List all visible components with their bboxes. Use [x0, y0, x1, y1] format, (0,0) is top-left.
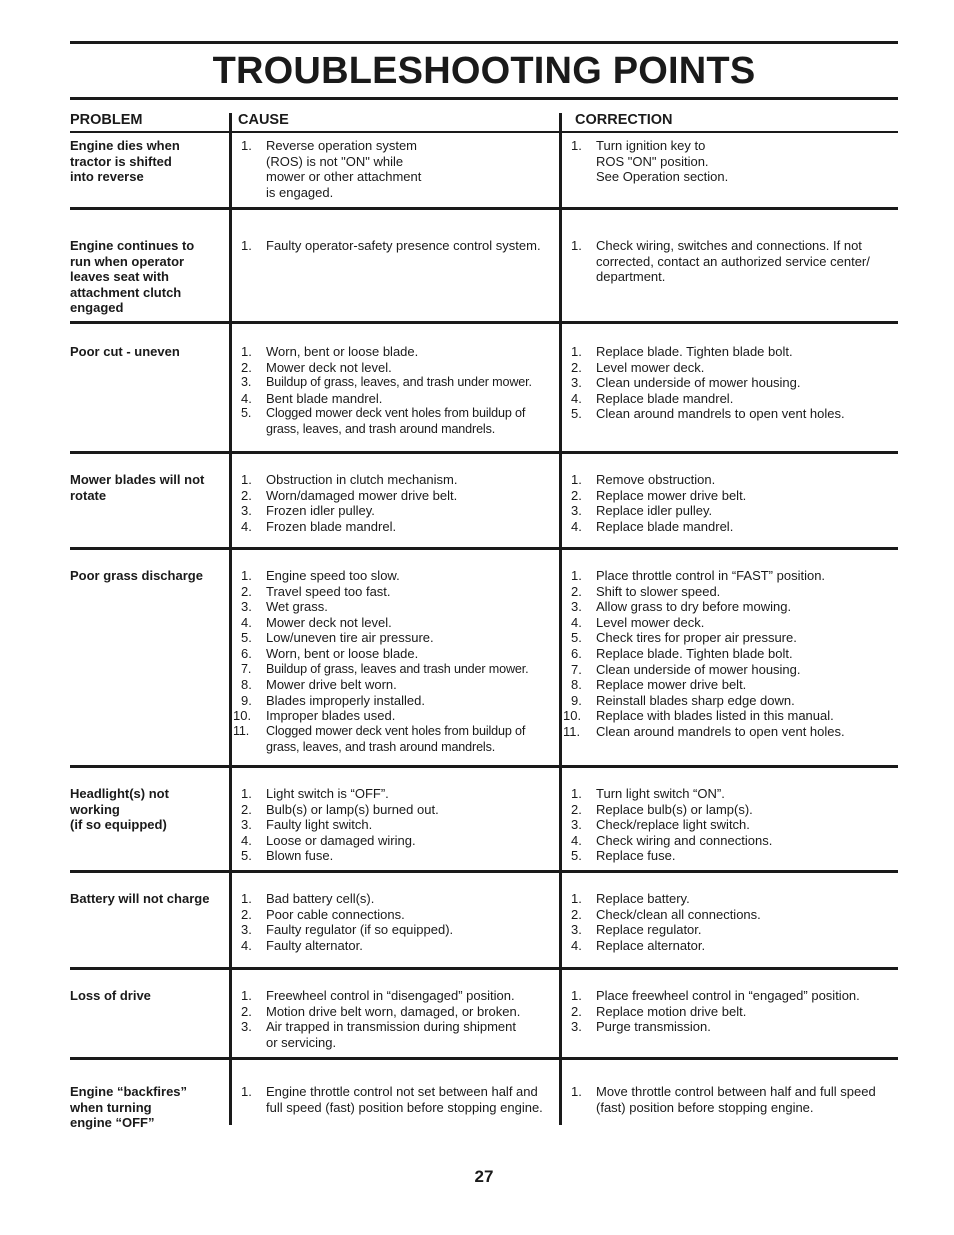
cause-item: [233, 503, 561, 519]
item-text: Replace idler pulley.: [596, 503, 713, 519]
item-number: 1.: [241, 1084, 252, 1099]
cause-item: [233, 360, 561, 376]
cause-item: [233, 344, 561, 360]
item-text: Reverse operation system (ROS) is not "ON" while mower or other attachment is engaged.: [266, 138, 422, 200]
item-text: Faulty operator-safety presence control system.: [266, 238, 541, 253]
cause-item: [233, 1019, 561, 1050]
item-number: 3.: [241, 375, 252, 390]
item-number: 2.: [571, 359, 582, 375]
item-text: Replace blade. Tighten blade bolt.: [596, 344, 793, 359]
correction-item: [563, 848, 898, 864]
cause-item: [233, 907, 561, 923]
cause-list: [233, 786, 561, 864]
item-text: Turn ignition key to ROS "ON" position. See Operation section.: [596, 138, 729, 185]
item-number: 2.: [571, 583, 582, 599]
item-number: 3.: [571, 1019, 582, 1035]
item-text: Replace bulb(s) or lamp(s).: [596, 801, 753, 817]
cause-item: [233, 488, 561, 504]
correction-item: [563, 802, 898, 818]
correction-item: [563, 708, 898, 724]
correction-list: [563, 1084, 898, 1115]
item-text: Clogged mower deck vent holes from buildup of grass, leaves, and trash around mandrels.: [266, 406, 526, 436]
item-number: 2.: [571, 487, 582, 503]
item-number: 5.: [241, 848, 252, 864]
correction-item: [563, 503, 898, 519]
item-text: Low/uneven tire air pressure.: [266, 630, 434, 646]
item-text: Replace with blades listed in this manual.: [596, 708, 834, 724]
item-number: 1.: [571, 891, 582, 906]
item-text: Clean around mandrels to open vent holes.: [596, 406, 845, 422]
item-number: 2.: [241, 801, 252, 817]
correction-item: [563, 646, 898, 662]
item-number: 1.: [571, 1084, 582, 1099]
item-number: 4.: [241, 937, 252, 953]
item-number: 2.: [241, 583, 252, 599]
correction-list: [563, 344, 898, 422]
item-text: Clean underside of mower housing.: [596, 661, 801, 677]
cause-item: [233, 802, 561, 818]
item-text: Worn, bent or loose blade.: [266, 645, 419, 661]
table-row: [70, 454, 898, 550]
cause-item: [233, 724, 561, 755]
item-text: Bad battery cell(s).: [266, 891, 375, 906]
item-number: 2.: [241, 906, 252, 922]
cause-list: [233, 891, 561, 953]
item-number: 2.: [571, 801, 582, 817]
item-number: 3.: [241, 503, 252, 519]
cause-item: [233, 938, 561, 954]
correction-list: [563, 138, 898, 185]
correction-item: [563, 488, 898, 504]
problem-text: Headlight(s) not working (if so equipped): [70, 786, 169, 833]
cause-list: [233, 344, 561, 438]
item-text: Reinstall blades sharp edge down.: [596, 692, 795, 708]
item-text: Motion drive belt worn, damaged, or broken.: [266, 1003, 521, 1019]
item-text: Loose or damaged wiring.: [266, 832, 416, 848]
cause-list: [233, 138, 561, 200]
item-number: 4.: [241, 614, 252, 630]
cause-item: [233, 891, 561, 907]
item-number: 1.: [241, 988, 252, 1003]
item-text: Level mower deck.: [596, 614, 705, 630]
item-text: Remove obstruction.: [596, 472, 716, 487]
correction-item: [563, 1004, 898, 1020]
correction-item: [563, 833, 898, 849]
problem-text: Engine “backfires” when turning engine “OFF”: [70, 1084, 188, 1131]
troubleshooting-table: [70, 133, 898, 1140]
item-text: Check wiring and connections.: [596, 832, 773, 848]
item-number: 7.: [241, 661, 252, 676]
correction-item: [563, 584, 898, 600]
cause-item: [233, 472, 561, 488]
problem-text: Engine dies when tractor is shifted into reverse: [70, 138, 180, 185]
cause-item: [233, 833, 561, 849]
correction-item: [563, 238, 898, 285]
header-problem: PROBLEM: [70, 112, 143, 128]
table-header: [70, 111, 898, 133]
correction-item: [563, 662, 898, 678]
item-number: 4.: [571, 614, 582, 630]
item-text: Light switch is “OFF”.: [266, 786, 389, 801]
correction-item: [563, 615, 898, 631]
item-number: 2.: [571, 906, 582, 922]
problem-text: Poor cut - uneven: [70, 344, 180, 359]
item-number: 4.: [571, 937, 582, 953]
item-number: 6.: [571, 645, 582, 661]
correction-list: [563, 988, 898, 1035]
item-number: 9.: [571, 692, 582, 708]
cause-item: [233, 568, 561, 584]
item-text: Faulty regulator (if so equipped).: [266, 922, 454, 938]
item-number: 5.: [571, 630, 582, 646]
header-cause: CAUSE: [238, 112, 289, 128]
item-number: 3.: [241, 817, 252, 833]
item-text: Mower deck not level.: [266, 614, 392, 630]
cause-item: [233, 848, 561, 864]
problem-text: Engine continues to run when operator leaves seat with attachment clutch engaged: [70, 238, 195, 316]
table-row: [70, 970, 898, 1060]
cause-item: [233, 693, 561, 709]
item-number: 8.: [241, 677, 252, 693]
item-number: 1.: [241, 568, 252, 583]
item-text: Check wiring, switches and connections. If not corrected, contact an authorized service center/ department.: [596, 238, 870, 285]
item-number: 2.: [241, 359, 252, 375]
item-number: 1.: [241, 238, 252, 253]
item-text: Replace motion drive belt.: [596, 1003, 747, 1019]
cause-list: [233, 988, 561, 1050]
cause-item: [233, 375, 561, 391]
item-number: 4.: [571, 518, 582, 534]
item-text: Obstruction in clutch mechanism.: [266, 472, 458, 487]
table-row: [70, 873, 898, 970]
item-text: Faulty alternator.: [266, 937, 363, 953]
item-text: Replace blade. Tighten blade bolt.: [596, 645, 793, 661]
cause-list: [233, 568, 561, 755]
correction-item: [563, 677, 898, 693]
item-number: 1.: [571, 988, 582, 1003]
correction-item: [563, 519, 898, 535]
item-number: 4.: [241, 390, 252, 406]
page-title: TROUBLESHOOTING POINTS: [212, 50, 756, 92]
item-text: Move throttle control between half and full speed (fast) position before stopping engine.: [596, 1084, 876, 1115]
item-text: Clogged mower deck vent holes from buildup of grass, leaves, and trash around mandrels.: [266, 723, 526, 754]
item-text: Faulty light switch.: [266, 817, 373, 833]
item-text: Travel speed too fast.: [266, 583, 391, 599]
item-text: Turn light switch “ON”.: [596, 786, 725, 801]
cause-item: [233, 708, 561, 724]
item-text: Mower drive belt worn.: [266, 677, 397, 693]
item-number: 2.: [571, 1003, 582, 1019]
correction-item: [563, 344, 898, 360]
correction-item: [563, 1019, 898, 1035]
cause-item: [233, 519, 561, 535]
item-number: 1.: [241, 344, 252, 359]
title-rule: [70, 97, 898, 100]
item-number: 3.: [241, 599, 252, 615]
item-number: 3.: [571, 817, 582, 833]
cause-list: [233, 1084, 561, 1115]
cause-item: [233, 406, 561, 437]
item-text: Clean underside of mower housing.: [596, 375, 801, 391]
item-number: 3.: [241, 1019, 252, 1035]
cause-item: [233, 988, 561, 1004]
item-text: Air trapped in transmission during shipment or servicing.: [266, 1019, 517, 1050]
item-number: 9.: [241, 692, 252, 708]
correction-item: [563, 375, 898, 391]
correction-item: [563, 138, 898, 185]
correction-item: [563, 630, 898, 646]
item-text: Place throttle control in “FAST” position.: [596, 568, 826, 583]
item-number: 3.: [571, 375, 582, 391]
column-divider: [559, 113, 562, 1125]
cause-item: [233, 584, 561, 600]
cause-item: [233, 615, 561, 631]
correction-list: [563, 786, 898, 864]
correction-item: [563, 472, 898, 488]
item-text: Frozen blade mandrel.: [266, 518, 397, 534]
item-number: 2.: [241, 1003, 252, 1019]
item-text: Blades improperly installed.: [266, 692, 425, 708]
item-text: Check/clean all connections.: [596, 906, 761, 922]
correction-item: [563, 391, 898, 407]
item-number: 10.: [563, 708, 582, 724]
item-number: 1.: [241, 891, 252, 906]
item-text: Replace fuse.: [596, 848, 676, 864]
item-text: Mower deck not level.: [266, 359, 392, 375]
cause-item: [233, 1084, 561, 1115]
item-number: 4.: [241, 518, 252, 534]
item-number: 5.: [241, 406, 252, 421]
item-text: Buildup of grass, leaves, and trash under mower.: [266, 375, 532, 390]
correction-item: [563, 938, 898, 954]
item-text: Replace regulator.: [596, 922, 702, 938]
table-row: [70, 324, 898, 454]
item-number: 5.: [571, 848, 582, 864]
cause-list: [233, 238, 561, 254]
item-text: Frozen idler pulley.: [266, 503, 375, 519]
item-text: Replace blade mandrel.: [596, 390, 734, 406]
item-number: 6.: [241, 645, 252, 661]
item-number: 1.: [571, 238, 582, 253]
item-text: Freewheel control in “disengaged” position.: [266, 988, 515, 1003]
table-row: [70, 768, 898, 873]
page-number: 27: [474, 1167, 494, 1186]
correction-item: [563, 599, 898, 615]
item-number: 3.: [571, 503, 582, 519]
cause-item: [233, 646, 561, 662]
item-number: 3.: [241, 922, 252, 938]
column-divider: [229, 113, 232, 1125]
cause-item: [233, 922, 561, 938]
item-number: 11.: [563, 723, 581, 739]
table-row: [70, 133, 898, 210]
cause-item: [233, 630, 561, 646]
item-number: 1.: [241, 472, 252, 487]
correction-item: [563, 891, 898, 907]
item-text: Worn/damaged mower drive belt.: [266, 487, 458, 503]
correction-item: [563, 360, 898, 376]
item-text: Check/replace light switch.: [596, 817, 750, 833]
cause-item: [233, 1004, 561, 1020]
correction-list: [563, 568, 898, 740]
item-text: Replace mower drive belt.: [596, 677, 747, 693]
top-rule: [70, 41, 898, 44]
cause-item: [233, 677, 561, 693]
item-text: Engine throttle control not set between half and full speed (fast) position before stopping engine.: [266, 1084, 543, 1115]
correction-item: [563, 693, 898, 709]
item-text: Buildup of grass, leaves and trash under mower.: [266, 661, 529, 676]
correction-item: [563, 568, 898, 584]
item-text: Bent blade mandrel.: [266, 390, 383, 406]
cause-item: [233, 599, 561, 615]
item-text: Level mower deck.: [596, 359, 705, 375]
item-text: Worn, bent or loose blade.: [266, 344, 419, 359]
correction-item: [563, 988, 898, 1004]
item-text: Clean around mandrels to open vent holes.: [596, 723, 845, 739]
item-text: Shift to slower speed.: [596, 583, 721, 599]
table-row: [70, 210, 898, 324]
item-number: 1.: [571, 472, 582, 487]
problem-text: Mower blades will not rotate: [70, 472, 205, 503]
item-number: 5.: [571, 406, 582, 422]
item-number: 8.: [571, 677, 582, 693]
correction-list: [563, 238, 898, 285]
item-text: Bulb(s) or lamp(s) burned out.: [266, 801, 439, 817]
item-text: Replace blade mandrel.: [596, 518, 734, 534]
correction-item: [563, 1084, 898, 1115]
item-number: 1.: [241, 786, 252, 801]
item-number: 10.: [233, 708, 252, 724]
item-text: Wet grass.: [266, 599, 328, 615]
problem-text: Loss of drive: [70, 988, 151, 1003]
correction-item: [563, 724, 898, 740]
correction-item: [563, 817, 898, 833]
item-number: 3.: [571, 922, 582, 938]
correction-item: [563, 406, 898, 422]
correction-item: [563, 922, 898, 938]
item-number: 3.: [571, 599, 582, 615]
table-row: [70, 1060, 898, 1140]
table-row: [70, 550, 898, 768]
cause-item: [233, 786, 561, 802]
item-number: 4.: [241, 832, 252, 848]
item-number: 11.: [233, 723, 250, 738]
item-number: 1.: [571, 786, 582, 801]
cause-item: [233, 817, 561, 833]
cause-item: [233, 662, 561, 678]
correction-item: [563, 907, 898, 923]
item-number: 5.: [241, 630, 252, 646]
item-number: 1.: [241, 138, 252, 153]
item-text: Replace battery.: [596, 891, 690, 906]
item-text: Poor cable connections.: [266, 906, 405, 922]
correction-item: [563, 786, 898, 802]
item-number: 7.: [571, 661, 582, 677]
item-text: Place freewheel control in “engaged” position.: [596, 988, 860, 1003]
correction-list: [563, 891, 898, 953]
item-text: Improper blades used.: [266, 708, 396, 724]
item-text: Replace mower drive belt.: [596, 487, 747, 503]
cause-list: [233, 472, 561, 534]
item-text: Replace alternator.: [596, 937, 706, 953]
header-correction: CORRECTION: [575, 112, 673, 128]
problem-text: Poor grass discharge: [70, 568, 203, 583]
item-text: Purge transmission.: [596, 1019, 711, 1035]
item-number: 2.: [241, 487, 252, 503]
cause-item: [233, 391, 561, 407]
item-number: 1.: [571, 568, 582, 583]
item-number: 4.: [571, 832, 582, 848]
item-number: 1.: [571, 138, 582, 153]
item-text: Check tires for proper air pressure.: [596, 630, 797, 646]
item-number: 1.: [571, 344, 582, 359]
cause-item: [233, 138, 561, 200]
item-text: Engine speed too slow.: [266, 568, 400, 583]
correction-list: [563, 472, 898, 534]
item-text: Blown fuse.: [266, 848, 334, 864]
cause-item: [233, 238, 561, 254]
item-number: 4.: [571, 390, 582, 406]
item-text: Allow grass to dry before mowing.: [596, 599, 792, 615]
problem-text: Battery will not charge: [70, 891, 210, 906]
